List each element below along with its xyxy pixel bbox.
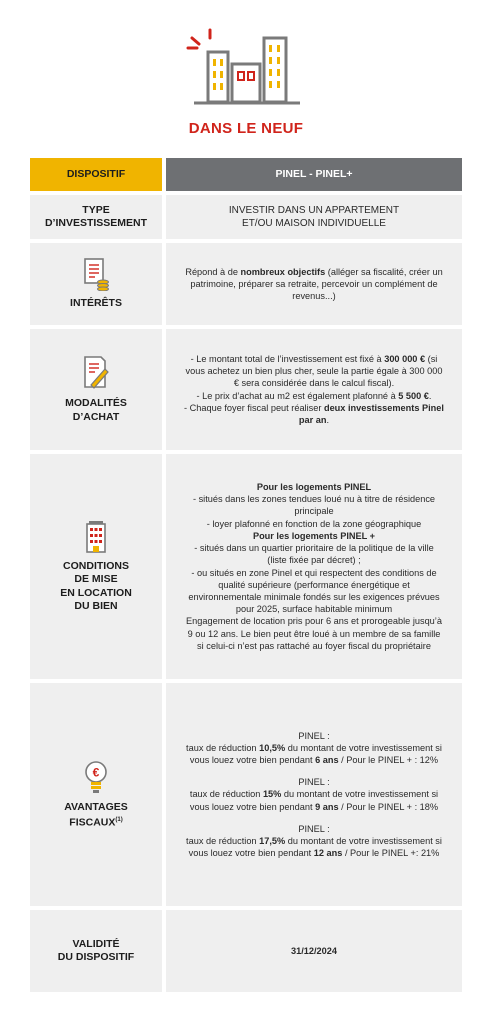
conditions-line: Engagement de location pris pour 6 ans et prorogeable jusqu’à 9 ou 12 ans. Le bien peut être loué à un membre de sa famille si celui-ci n’est pas rattaché au foyer fiscal du propriétaire [186,616,442,651]
text-run: / Pour le PINEL +: 21% [342,848,440,859]
modalites-line [184,353,444,390]
euro-lightbulb-icon [83,759,109,795]
avantage-title: PINEL : [298,823,330,834]
row-label: TYPE [82,203,110,216]
text-run: du montant de votre investissement si vous louez votre bien pendant [189,742,442,765]
row-label: EN LOCATION [60,586,132,599]
text-run: du montant de votre investissement si vous louez votre bien pendant [188,836,442,859]
text-run: . [326,414,330,425]
table-row-modalites [30,329,462,450]
table-row-conditions [30,454,462,679]
text-run: . [428,390,432,401]
text-run: - Chaque foyer fiscal peut réaliser [184,402,324,413]
footnote-marker: (1) [115,817,123,824]
table-header-row [30,158,462,191]
table-row-validite [30,910,462,992]
conditions-heading: Pour les logements PINEL + [252,530,376,541]
modalites-line [184,402,444,426]
row-label: DU BIEN [74,600,118,612]
text-run-bold: 5 500 € [398,390,429,401]
row-label: D’ACHAT [72,410,120,423]
row-value-cell [166,910,462,992]
text-run-bold: 300 000 € [384,353,426,364]
document-pen-icon [81,355,111,391]
text-run: (alléger sa fiscalité, créer un patrimoine, préparer sa retraite, percevoir un complément de revenus...) [190,266,443,302]
text-run-bold: 9 ans [315,801,339,812]
row-label: DE MISE [74,573,118,585]
building-icon [84,520,108,554]
hero [0,0,492,150]
type-value: ET/OU MAISON INDIVIDUELLE [242,218,386,229]
column-header-left: DISPOSITIF [66,167,126,180]
avantage-title: PINEL : [298,730,330,741]
text-run: taux de réduction [186,742,260,753]
avantage-text [184,835,444,859]
row-label: CONDITIONS [63,559,129,572]
table-row-type [30,195,462,239]
row-label-cell [30,454,162,679]
text-run-bold: 17,5% [259,836,286,846]
conditions-heading: Pour les logements PINEL [256,482,372,493]
text-run: (si vous achetez un bien plus cher, seule la partie égale à 300 000 € sera considérée dans le calcul fiscal). [185,353,443,389]
row-label-cell [30,910,162,992]
text-run: - Le montant total de l’investissement est fixé à [190,353,385,364]
modalites-line [197,390,432,402]
text-run-bold: deux investissements Pinel par an [298,402,444,425]
text-run: taux de réduction [189,789,263,800]
text-run-bold: 10,5% [259,742,286,753]
conditions-line: - loyer plafonné en fonction de la zone géographique [206,518,422,529]
row-label: D’INVESTISSEMENT [44,217,148,229]
row-value-cell [166,329,462,450]
row-label: FISCAUX [69,816,116,829]
avantage-title: PINEL : [298,777,330,788]
header-cell-dispositif [30,158,162,191]
validite-date: 31/12/2024 [291,945,337,956]
svg-text:€: € [92,765,100,780]
header-cell-pinel [166,158,462,191]
type-value: INVESTIR DANS UN APPARTEMENT [228,205,400,216]
avantage-text [184,742,444,766]
row-label-cell [30,329,162,450]
row-value-cell [166,243,462,325]
row-label-cell [30,243,162,325]
conditions-line: - ou situés en zone Pinel et qui respectent des conditions de qualité supérieure (performance énergétique et environnementale minimale fondés sur les exigences prévues pour 2025, surface habitable minimum [188,567,440,615]
row-label: AVANTAGES [64,800,128,813]
row-label: DU DISPOSITIF [57,951,135,963]
table-row-avantages [30,683,462,906]
page-title: DANS LE NEUF [188,120,304,137]
text-run: du montant de votre investissement si vous louez votre bien pendant [189,789,439,812]
conditions-line: - situés dans un quartier prioritaire de la politique de la ville (liste fixée par décret) ; [194,543,434,566]
text-run-bold: 6 ans [315,754,339,765]
row-value-cell [166,454,462,679]
row-label-cell [30,683,162,906]
text-run: / Pour le PINEL + : 12% [338,754,439,765]
column-header-right: PINEL - PINEL+ [275,168,353,181]
document-coins-icon [82,257,110,291]
row-label-cell [30,195,162,239]
text-run: - Le prix d’achat au m2 est également plafonné à [196,390,399,401]
text-run-bold: nombreux objectifs [240,266,326,277]
avantage-text [184,788,444,812]
conditions-line: - situés dans les zones tendues loué nu à titre de résidence principale [192,494,436,517]
table-row-interets [30,243,462,325]
text-run-bold: 15% [262,789,282,800]
row-label: INTÉRÊTS [70,297,122,310]
row-value-cell [166,195,462,239]
text-run: taux de réduction [186,836,260,846]
text-run: Répond à de [185,266,241,277]
row-label: MODALITÉS [65,397,127,409]
row-label: VALIDITÉ [72,937,120,950]
buildings-icon [184,28,308,108]
text-run-bold: 12 ans [313,848,343,859]
interets-text [184,266,444,303]
text-run: / Pour le PINEL + : 18% [338,801,439,812]
row-label-wrap [69,814,122,830]
row-value-cell [166,683,462,906]
